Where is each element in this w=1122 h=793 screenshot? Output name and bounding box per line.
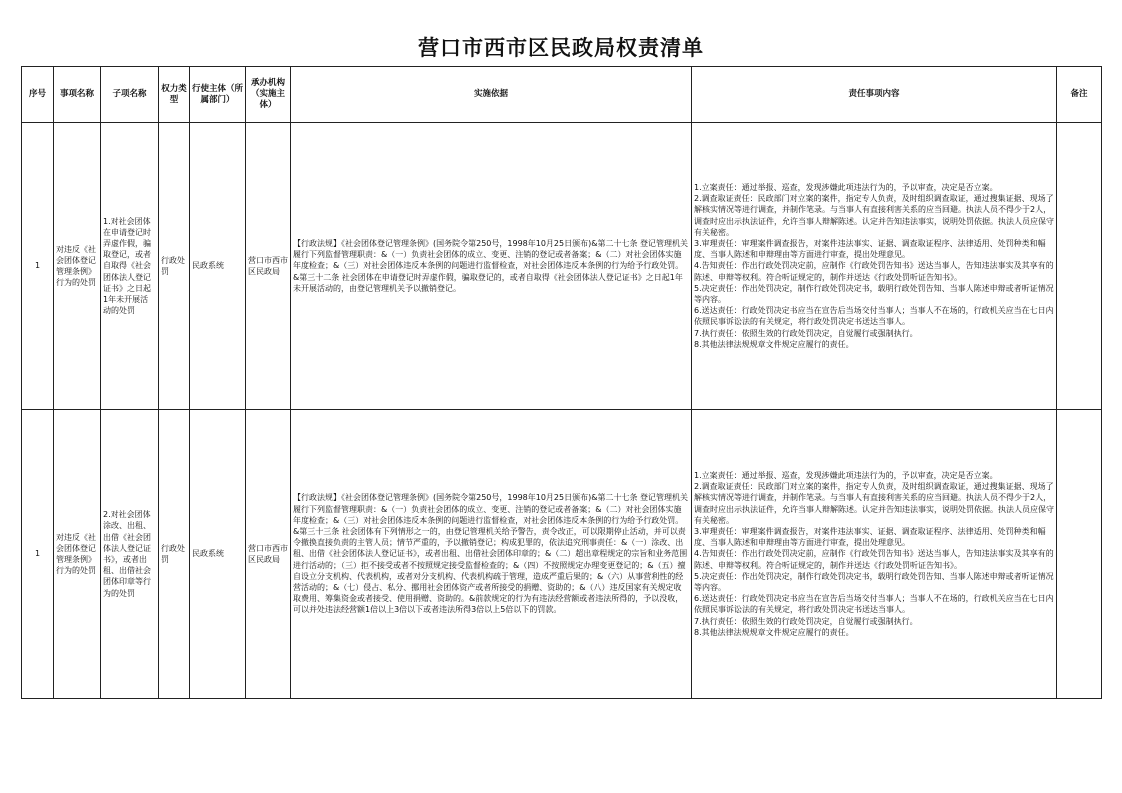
duty-line: 8.其他法律法规规章文件规定应履行的责任。 [694,339,854,349]
duty-line: 6.送达责任：行政处罚决定书应当在宣告后当场交付当事人；当事人不在场的，行政机关应当在七日内依照民事诉讼法的有关规定，将行政处罚决定书送达当事人。 [694,594,1054,615]
header-subject: 行使主体（所属部门） [190,67,246,123]
duty-line: 3.审理责任：审理案件调查报告，对案件违法事实、证据、调查取证程序、法律适用、处罚种类和幅度、当事人陈述和申辩理由等方面进行审查，提出处理意见。 [694,526,1046,548]
header-note: 备注 [1057,67,1102,123]
duty-line: 7.执行责任：依照生效的行政处罚决定，自觉履行或强制执行。 [694,328,918,338]
cell-agency: 营口市西市区民政局 [246,123,291,410]
duty-line: 3.审理责任：审理案件调查报告，对案件违法事实、证据、调查取证程序、法律适用、处罚种类和幅度、当事人陈述和申辩理由等方面进行审查，提出处理意见。 [694,238,1046,260]
cell-subject: 民政系统 [190,410,246,699]
duty-line: 2.调查取证责任：民政部门对立案的案件，指定专人负责，及时组织调查取证，通过搜集证据、现场了解核实情况等进行调查，并制作笔录。与当事人有直接利害关系的应当回避。执法人员不得少于2人，调查时应出示执法证件，允许当事人辩解陈述。认定并告知违法事实，说明处罚依据。执法人员应保守有关秘密。 [694,482,1054,525]
header-subitem: 子项名称 [101,67,159,123]
cell-power-type: 行政处罚 [159,123,190,410]
cell-seq: 1 [22,123,54,410]
responsibility-table [21,66,1102,699]
cell-subitem: 2.对社会团体涂改、出租、出借《社会团体法人登记证书》，或者出租、出借社会团体印章等行为的处罚 [101,410,159,699]
duty-line: 5.决定责任：作出处罚决定，制作行政处罚决定书，载明行政处罚告知、当事人陈述申辩或者听证情况等内容。 [694,283,1054,304]
header-seq: 序号 [22,67,54,123]
header-duty: 责任事项内容 [692,67,1057,123]
duty-line: 8.其他法律法规规章文件规定应履行的责任。 [694,627,854,637]
duty-line: 2.调查取证责任：民政部门对立案的案件，指定专人负责，及时组织调查取证，通过搜集证据、现场了解核实情况等进行调查，并制作笔录。与当事人有直接利害关系的应当回避。执法人员不得少于2人，调查时应出示执法证件，允许当事人辩解陈述。认定并告知违法事实，说明处罚依据。执法人员应保守有关秘密。 [694,194,1054,237]
duty-line: 4.告知责任：作出行政处罚决定前，应制作《行政处罚告知书》送达当事人，告知违法事实及其享有的陈述、申辩等权利。符合听证规定的，制作并送达《行政处罚听证告知书》。 [694,261,1054,282]
cell-basis: 【行政法规】《社会团体登记管理条例》(国务院令第250号，1998年10月25日颁布)&第二十七条 登记管理机关履行下列监督管理职责：&（一）负责社会团体的成立、变更、注销的登记或者备案；&（二）对社会团体实施年度检查；&（三）对社会团体违反本条例的问题进行监督检查，对社会团体违反本条例的行为给予行政处罚。&第三十二条 社会团体在申请登记时弄虚作假，骗取登记的，或者自取得《社会团体法人登记证书》之日起1年未开展活动的，由登记管理机关予以撤销登记。 [291,123,692,410]
cell-note [1057,123,1102,410]
table-row [22,410,1102,699]
header-basis: 实施依据 [291,67,692,123]
cell-duty [692,410,1057,699]
duty-line: 5.决定责任：作出处罚决定，制作行政处罚决定书，载明行政处罚告知、当事人陈述申辩或者听证情况等内容。 [694,571,1054,592]
duty-line: 6.送达责任：行政处罚决定书应当在宣告后当场交付当事人；当事人不在场的，行政机关应当在七日内依照民事诉讼法的有关规定，将行政处罚决定书送达当事人。 [694,306,1054,327]
duty-line: 1.立案责任：通过举报、巡查，发现涉嫌此项违法行为的，予以审查，决定是否立案。 [694,470,998,480]
cell-note [1057,410,1102,699]
header-item: 事项名称 [54,67,101,123]
cell-duty [692,123,1057,410]
cell-seq: 1 [22,410,54,699]
duty-line: 4.告知责任：作出行政处罚决定前，应制作《行政处罚告知书》送达当事人，告知违法事实及其享有的陈述、申辩等权利。符合听证规定的，制作并送达《行政处罚听证告知书》。 [694,549,1054,570]
header-agency: 承办机构（实施主体） [246,67,291,123]
header-power-type: 权力类型 [159,67,190,123]
cell-power-type: 行政处罚 [159,410,190,699]
cell-item: 对违反《社会团体登记管理条例》行为的处罚 [54,123,101,410]
cell-basis: 【行政法规】《社会团体登记管理条例》(国务院令第250号，1998年10月25日颁布)&第二十七条 登记管理机关履行下列监督管理职责：&（一）负责社会团体的成立、变更、注销的登记或者备案；&（二）对社会团体实施年度检查；&（三）对社会团体违反本条例的问题进行监督检查，对社会团体违反本条例的行为给予行政处罚。&第三十三条 社会团体有下列情形之一的，由登记管理机关给予警告，责令改正，可以限期停止活动，并可以责令撤换直接负责的主管人员；情节严重的，予以撤销登记；构成犯罪的，依法追究刑事责任：&（一）涂改、出租、出借《社会团体法人登记证书》，或者出租、出借社会团体印章的；&（二）超出章程规定的宗旨和业务范围进行活动的；（三）拒不接受或者不按照规定接受监督检查的；&（四）不按照规定办理变更登记的；&（五）擅自设立分支机构、代表机构，或者对分支机构、代表机构疏于管理，造成严重后果的；&（六）从事营利性的经营活动的；&（七）侵占、私分、挪用社会团体资产或者所接受的捐赠、资助的；&（八）违反国家有关规定收取费用、筹集资金或者接受、使用捐赠、资助的。&前款规定的行为有违法经营额或者违法所得的，予以没收，可以并处违法经营额1倍以上3倍以下或者违法所得3倍以上5倍以下的罚款。 [291,410,692,699]
cell-subitem: 1.对社会团体在申请登记时弄虚作假，骗取登记，或者自取得《社会团体法人登记证书》之日起1年未开展活动的处罚 [101,123,159,410]
cell-item: 对违反《社会团体登记管理条例》行为的处罚 [54,410,101,699]
duty-line: 7.执行责任：依照生效的行政处罚决定，自觉履行或强制执行。 [694,616,918,626]
duty-line: 1.立案责任：通过举报、巡查，发现涉嫌此项违法行为的，予以审查，决定是否立案。 [694,182,998,192]
page-title: 营口市西市区民政局权责清单 [418,36,704,60]
cell-agency: 营口市西市区民政局 [246,410,291,699]
table-header-row [22,67,1102,123]
cell-subject: 民政系统 [190,123,246,410]
table-row [22,123,1102,410]
